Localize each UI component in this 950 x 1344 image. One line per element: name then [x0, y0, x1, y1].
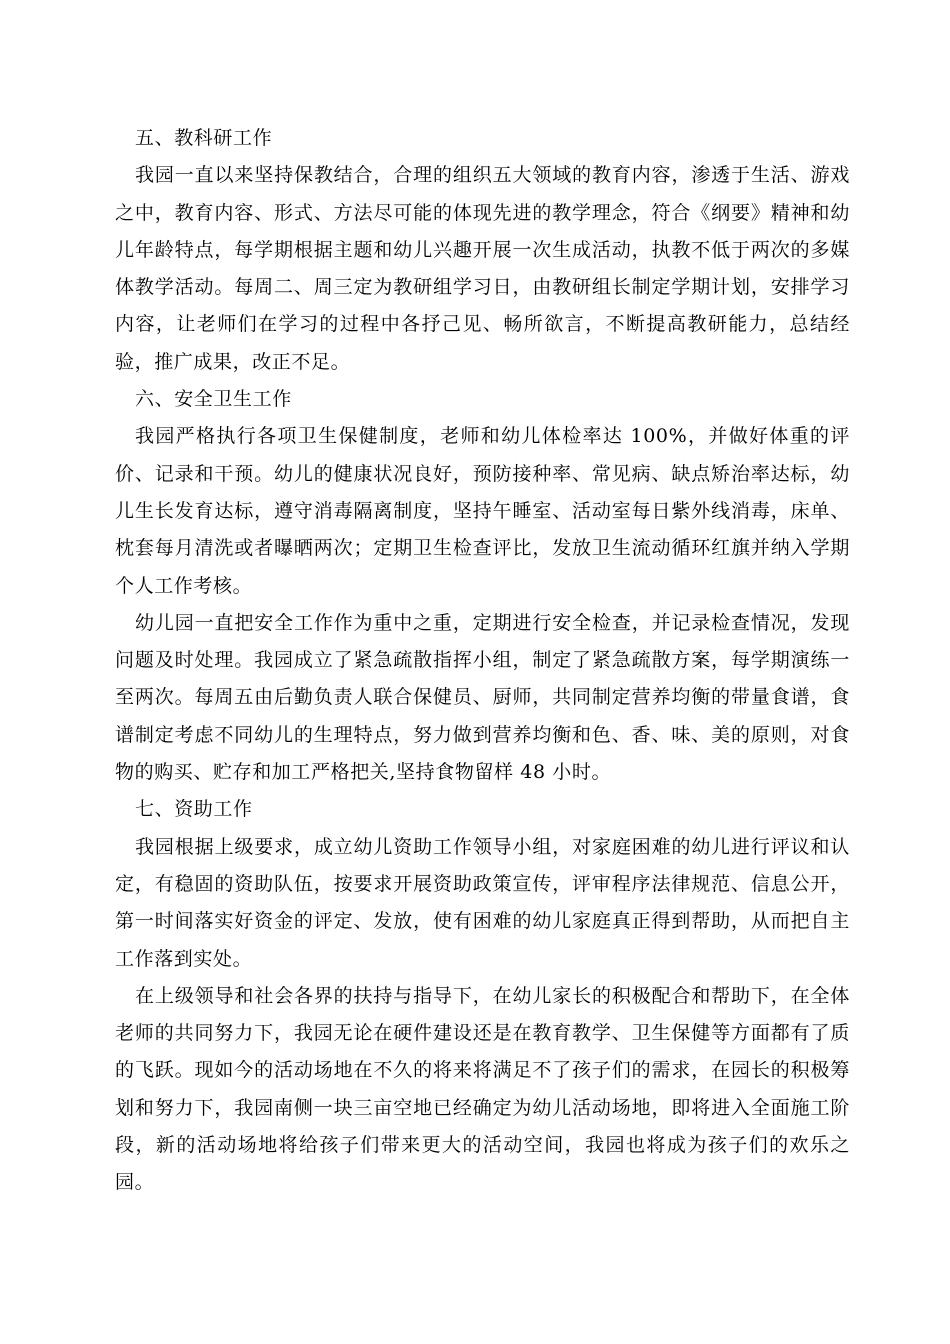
section-heading: 七、资助工作: [135, 798, 253, 821]
section-teaching-research: [115, 120, 850, 381]
paragraph: 我园根据上级要求，成立幼儿资助工作领导小组，对家庭困难的幼儿进行评议和认定，有稳固的资助队伍，按要求开展资助政策宣传，评审程序法律规范、信息公开，第一时间落实好资金的评定、发放，使有困难的幼儿家庭真正得到帮助，从而把自主工作落到实处。: [115, 835, 850, 970]
paragraph: 幼儿园一直把安全工作作为重中之重，定期进行安全检查，并记录检查情况，发现问题及时处理。我园成立了紧急疏散指挥小组，制定了紧急疏散方案，每学期演练一至两次。每周五由后勤负责人联合保健员、厨师，共同制定营养均衡的带量食谱，食谱制定考虑不同幼儿的生理特点，努力做到营养均衡和色、香、味、美的原则，对食物的购买、贮存和加工严格把关,坚持食物留样 48 小时。: [115, 611, 850, 784]
section-financial-aid: [115, 791, 850, 1201]
section-heading: 五、教科研工作: [135, 127, 273, 149]
document-page: [115, 120, 850, 1202]
section-safety-hygiene: [115, 381, 850, 791]
paragraph: 我园一直以来坚持保教结合，合理的组织五大领域的教育内容，渗透于生活、游戏之中，教育内容、形式、方法尽可能的体现先进的教学理念，符合《纲要》精神和幼儿年龄特点，每学期根据主题和幼儿兴趣开展一次生成活动，执教不低于两次的多媒体教学活动。每周二、周三定为教研组学习日，由教研组长制定学期计划，安排学习内容，让老师们在学习的过程中各抒己见、畅所欲言，不断提高教研能力，总结经验，推广成果，改正不足。: [115, 164, 850, 373]
paragraph: 在上级领导和社会各界的扶持与指导下，在幼儿家长的积极配合和帮助下，在全体老师的共同努力下，我园无论在硬件建设还是在教育教学、卫生保健等方面都有了质的飞跃。现如今的活动场地在不久的将来将满足不了孩子们的需求，在园长的积极筹划和努力下，我园南侧一块三亩空地已经确定为幼儿活动场地，即将进入全面施工阶段，新的活动场地将给孩子们带来更大的活动空间，我园也将成为孩子们的欢乐之园。: [115, 984, 850, 1194]
section-heading: 六、安全卫生工作: [135, 388, 292, 411]
paragraph: 我园严格执行各项卫生保健制度，老师和幼儿体检率达 100%，并做好体重的评价、记录和干预。幼儿的健康状况良好，预防接种率、常见病、缺点矫治率达标，幼儿生长发育达标，遵守消毒隔离制度，坚持午睡室、活动室每日紫外线消毒，床单、枕套每月清洗或者曝晒两次；定期卫生检查评比，发放卫生流动循环红旗并纳入学期个人工作考核。: [115, 425, 850, 597]
